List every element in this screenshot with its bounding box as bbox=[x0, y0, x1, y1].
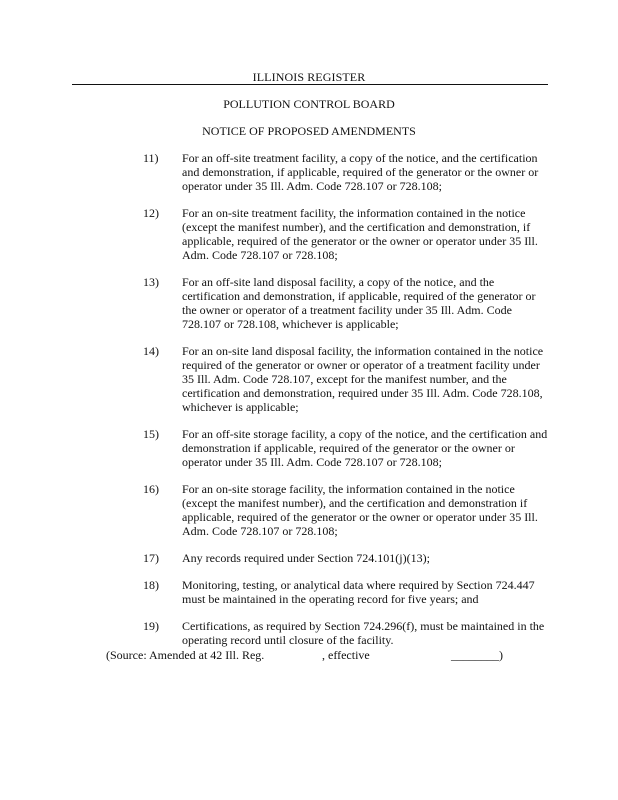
item-text: For an on-site treatment facility, the information contained in the notice (except the manifest number), and the certification and demonstration, if applicable, required of the generator or the owner or operator under 35 Ill. Adm. Code 728.107 or 728.108; bbox=[182, 206, 538, 262]
item-text: Monitoring, testing, or analytical data where required by Section 724.447 must be maintained in the operating record for five years; and bbox=[182, 578, 535, 606]
item-list bbox=[0, 151, 618, 660]
list-item bbox=[0, 344, 618, 414]
item-text: For an on-site storage facility, the information contained in the notice (except the manifest number), and the certification and demonstration if applicable, required of the generator or the owner or operator under 35 Ill. Adm. Code 728.107 or 728.108; bbox=[182, 482, 538, 538]
item-text: For an off-site storage facility, a copy of the notice, and the certification and demonstration if applicable, required of the generator or the owner or operator under 35 Ill. Adm. Code 728.107 or 728.108; bbox=[182, 427, 548, 469]
list-item bbox=[0, 275, 618, 331]
item-text: Certifications, as required by Section 724.296(f), must be maintained in the operating record until closure of the facility. bbox=[182, 619, 545, 647]
item-number: 13) bbox=[143, 275, 159, 289]
item-number: 12) bbox=[143, 206, 159, 220]
item-number: 16) bbox=[143, 482, 159, 496]
item-number: 19) bbox=[143, 619, 159, 633]
source-effective: , effective bbox=[322, 648, 370, 662]
item-text: Any records required under Section 724.101(j)(13); bbox=[182, 551, 430, 565]
board-name: POLLUTION CONTROL BOARD bbox=[223, 97, 395, 111]
list-item bbox=[0, 427, 618, 469]
item-text: For an off-site land disposal facility, a copy of the notice, and the certification and demonstration, if applicable, required of the generator or the owner or operator of a treatment facility under 35 Ill. Adm. Code 728.107 or 728.108, whichever is applicable; bbox=[182, 275, 536, 331]
list-item bbox=[0, 619, 618, 647]
source-prefix: (Source: Amended at 42 Ill. Reg. bbox=[106, 648, 265, 662]
list-item bbox=[0, 551, 618, 565]
item-number: 14) bbox=[143, 344, 159, 358]
item-number: 18) bbox=[143, 578, 159, 592]
list-item bbox=[0, 206, 618, 262]
item-text: For an on-site land disposal facility, the information contained in the notice required of the generator or owner or operator of a treatment facility under 35 Ill. Adm. Code 728.107, except for the manifest number, and the certification and demonstration, required under 35 Ill. Adm. Code 728.108, whichever is applicable; bbox=[182, 344, 544, 414]
notice-title: NOTICE OF PROPOSED AMENDMENTS bbox=[202, 124, 416, 138]
list-item bbox=[0, 482, 618, 538]
header-rule bbox=[72, 84, 548, 85]
item-number: 17) bbox=[143, 551, 159, 565]
list-item bbox=[0, 151, 618, 193]
register-title: ILLINOIS REGISTER bbox=[252, 70, 366, 84]
list-item bbox=[0, 578, 618, 606]
item-text: For an off-site treatment facility, a copy of the notice, and the certification and demonstration, if applicable, required of the generator or the owner or operator under 35 Ill. Adm. Code 728.107 or 728.108; bbox=[182, 151, 539, 193]
item-number: 15) bbox=[143, 427, 159, 441]
source-blank: ________) bbox=[451, 648, 503, 662]
item-number: 11) bbox=[143, 151, 159, 165]
